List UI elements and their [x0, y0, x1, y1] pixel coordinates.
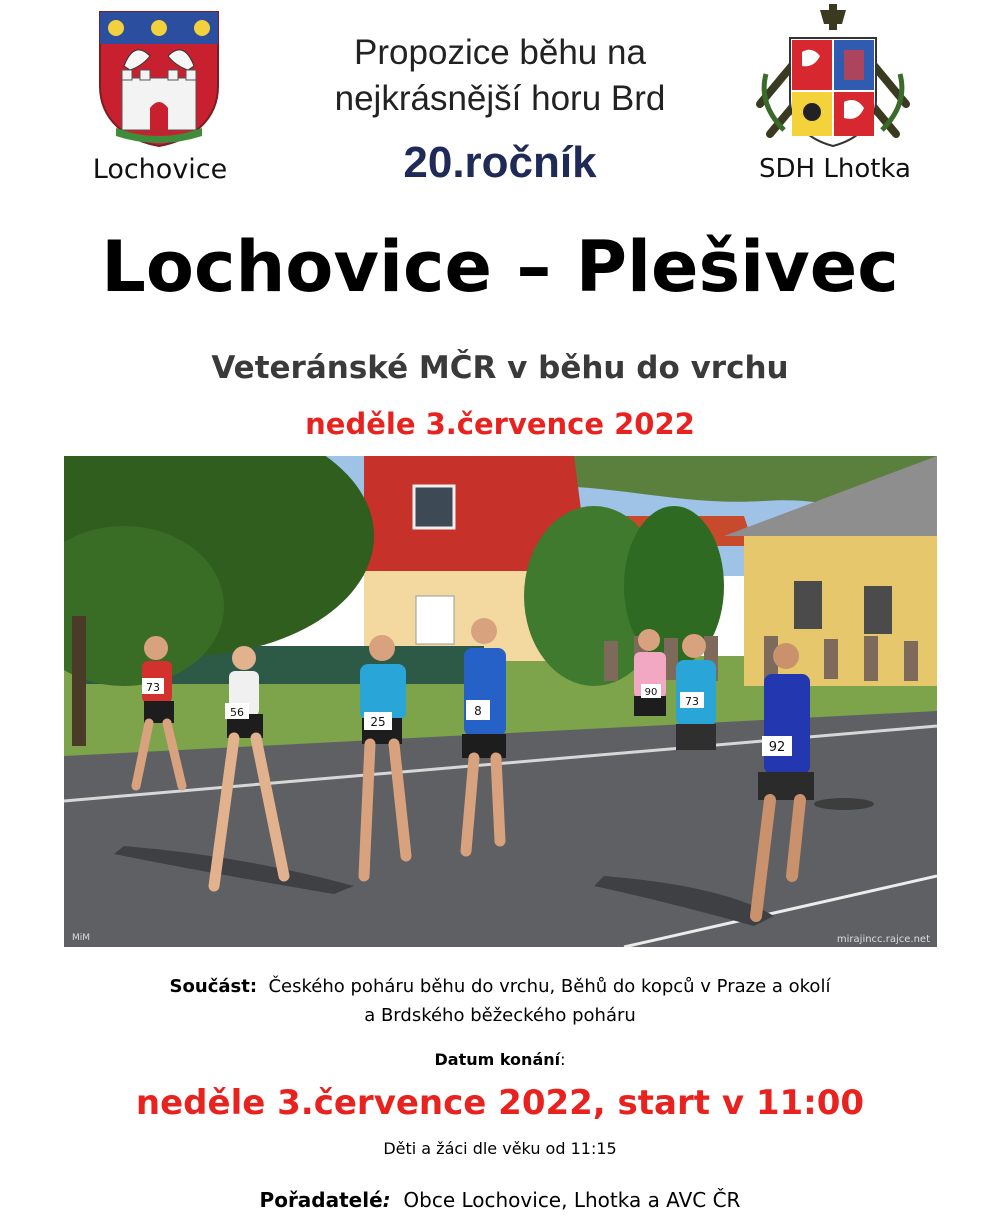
edition-label: 20.ročník [403, 138, 597, 187]
organizers [0, 1188, 1000, 1212]
datum-label [0, 1050, 1000, 1069]
organizers-colon: : [382, 1188, 391, 1212]
sdh-lhotka-emblem [750, 4, 916, 150]
header-title-line2: nejkrásnější horu Brd [334, 79, 666, 118]
lochovice-coat-of-arms [96, 8, 222, 148]
datum-value: neděle 3.července 2022, start v 11:00 [135, 1083, 865, 1123]
subtitle: Veteránské MČR v běhu do vrchu [211, 350, 789, 386]
part-label: Součást: [169, 976, 258, 997]
datum-label-text: Datum konání [434, 1050, 561, 1069]
organizers-label: Pořadatelé [259, 1188, 383, 1212]
part-text-line2: a Brdského běžeckého poháru [364, 1005, 636, 1026]
sdh-lhotka-label: SDH Lhotka [759, 154, 911, 184]
bib-73-red: 73 [146, 681, 160, 694]
lochovice-label: Lochovice [92, 154, 228, 185]
organizers-value: Obce Lochovice, Lhotka a AVC ČR [403, 1188, 741, 1212]
event-date: neděle 3.července 2022 [305, 407, 695, 441]
watermark-left: MiM [72, 933, 91, 943]
datum-label-colon: : [560, 1050, 566, 1069]
main-title: Lochovice – Plešivec [101, 226, 899, 308]
runners-photo [64, 456, 937, 947]
bib-92: 92 [768, 740, 786, 755]
header-title-line1: Propozice běhu na [354, 33, 646, 72]
bib-73-blue: 73 [685, 695, 699, 708]
watermark-right: mirajincc.rajce.net [836, 934, 930, 945]
part-text-line1: Českého poháru běhu do vrchu, Běhů do kopců v Praze a okolí [268, 976, 831, 997]
header-title [280, 30, 720, 122]
kids-note: Děti a žáci dle věku od 11:15 [383, 1139, 617, 1158]
part-of-line1 [0, 976, 1000, 997]
bib-56: 56 [230, 706, 244, 719]
bib-90: 90 [644, 687, 658, 698]
bib-25: 25 [370, 715, 386, 729]
bib-8: 8 [474, 704, 482, 718]
